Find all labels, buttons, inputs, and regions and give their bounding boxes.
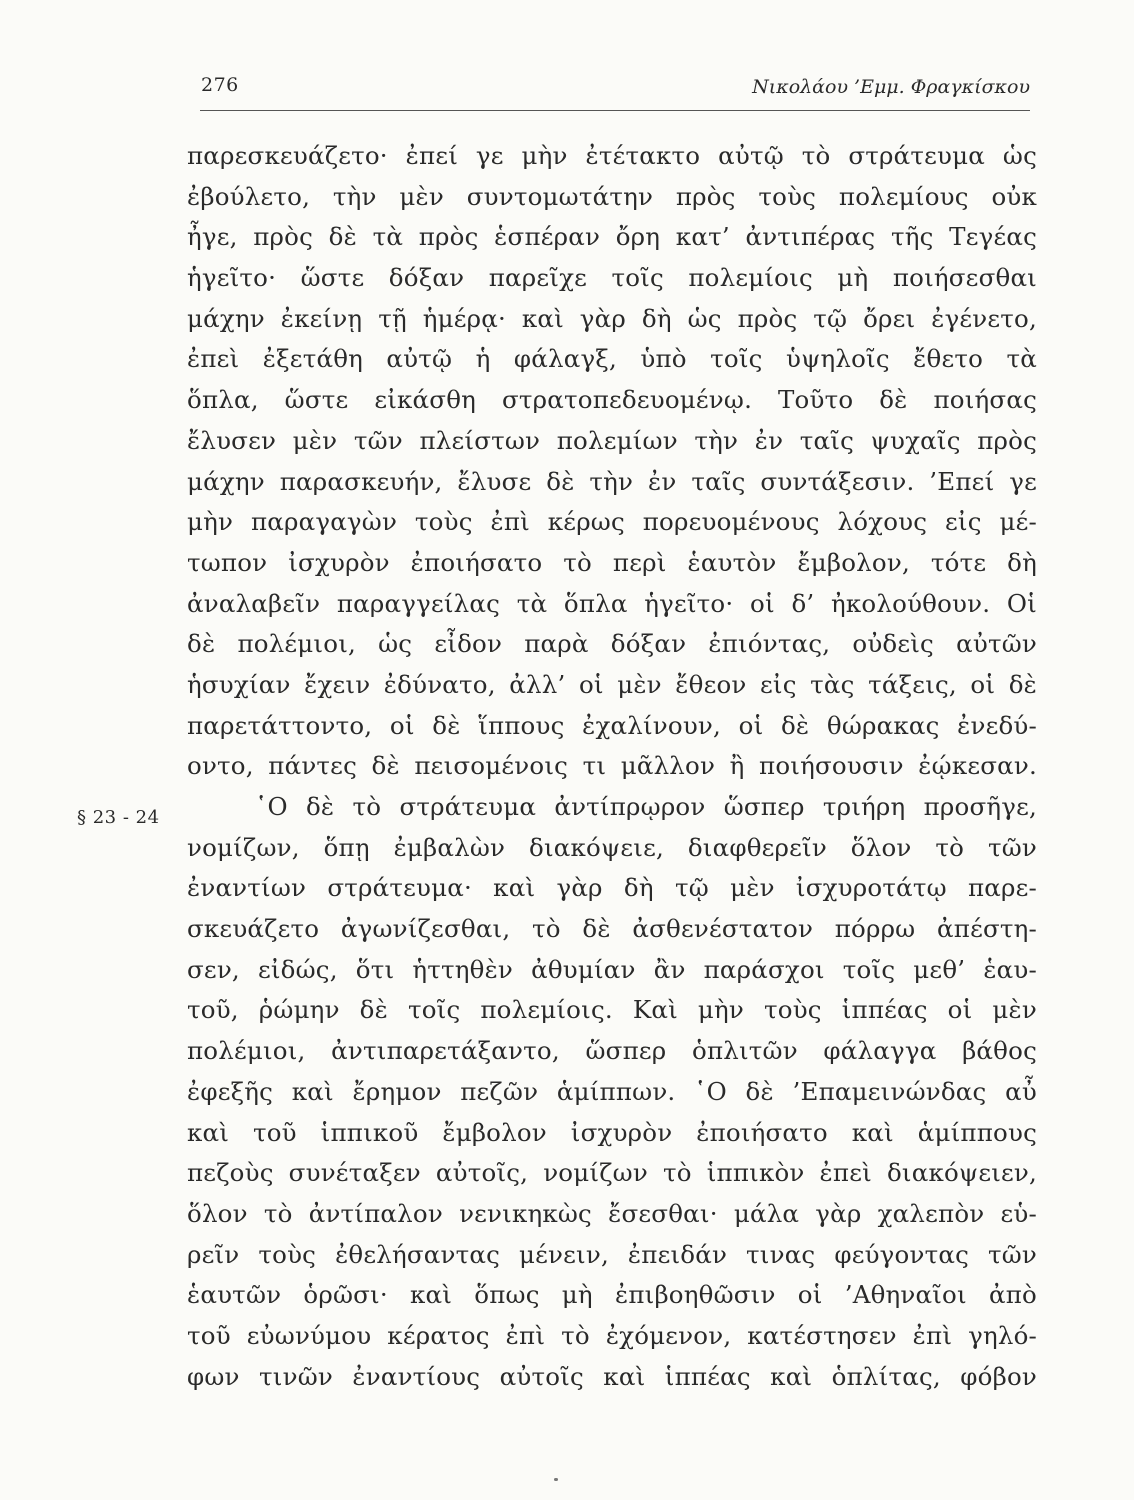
text-line: μάχην ἐκείνῃ τῇ ἡμέρᾳ· καὶ γὰρ δὴ ὡς πρὸς τῷ ὄρει ἐγένετο, bbox=[187, 303, 1037, 333]
text-line: ἀναλαβεῖν παραγγείλας τὰ ὅπλα ἡγεῖτο· οἱ δ’ ἠκολούθουν. Οἱ bbox=[187, 588, 1037, 618]
text-line: ἔλυσεν μὲν τῶν πλείστων πολεμίων τὴν ἐν ταῖς ψυχαῖς πρὸς bbox=[187, 425, 1037, 455]
text-line: μὴν παραγαγὼν τοὺς ἐπὶ κέρως πορευομένους λόχους εἰς μέ- bbox=[187, 507, 1037, 537]
text-line: καὶ τοῦ ἱππικοῦ ἔμβολον ἰσχυρὸν ἐποιήσατο καὶ ἁμίππους bbox=[187, 1117, 1037, 1147]
page-speck bbox=[554, 1478, 558, 1481]
text-line: τοῦ εὐωνύμου κέρατος ἐπὶ τὸ ἐχόμενον, κατέστησεν ἐπὶ γηλό- bbox=[187, 1320, 1037, 1350]
text-line: παρεσκευάζετο· ἐπεί γε μὴν ἐτέτακτο αὐτῷ τὸ στράτευμα ὡς bbox=[187, 141, 1037, 170]
text-line: ἑαυτῶν ὁρῶσι· καὶ ὅπως μὴ ἐπιβοηθῶσιν οἱ ’Αθηναῖοι ἀπὸ bbox=[187, 1280, 1037, 1310]
text-line: ὅλον τὸ ἀντίπαλον νενικηκὼς ἔσεσθαι· μάλα γὰρ χαλεπὸν εὑ- bbox=[187, 1198, 1037, 1228]
text-line: ἐφεξῆς καὶ ἔρημον πεζῶν ἁμίππων. ῾Ο δὲ ’Επαμεινώνδας αὖ bbox=[187, 1076, 1037, 1106]
text-line: τοῦ, ῥώμην δὲ τοῖς πολεμίοις. Καὶ μὴν τοὺς ἱππέας οἱ μὲν bbox=[187, 995, 1037, 1025]
text-line: νομίζων, ὅπῃ ἐμβαλὼν διακόψειε, διαφθερεῖν ὅλον τὸ τῶν bbox=[187, 832, 1037, 862]
text-line: σεν, εἰδώς, ὅτι ἡττηθὲν ἀθυμίαν ἂν παράσχοι τοῖς μεθ’ ἑαυ- bbox=[187, 954, 1037, 984]
text-line: ἐβούλετο, τὴν μὲν συντομωτάτην πρὸς τοὺς πολεμίους οὐκ bbox=[187, 181, 1037, 211]
text-block bbox=[187, 136, 1037, 1397]
text-line: δὲ πολέμιοι, ὡς εἶδον παρὰ δόξαν ἐπιόντας, οὐδεὶς αὐτῶν bbox=[187, 629, 1037, 659]
text-line: ἦγε, πρὸς δὲ τὰ πρὸς ἑσπέραν ὄρη κατ’ ἀντιπέρας τῆς Τεγέας bbox=[187, 222, 1037, 252]
page-number: 276 bbox=[201, 74, 239, 96]
text-line: μάχην παρασκευήν, ἔλυσε δὲ τὴν ἐν ταῖς συντάξεσιν. ’Επεί γε bbox=[187, 466, 1037, 496]
text-line: ὅπλα, ὥστε εἰκάσθη στρατοπεδευομένῳ. Τοῦτο δὲ ποιήσας bbox=[187, 385, 1037, 415]
text-line: ρεῖν τοὺς ἐθελήσαντας μένειν, ἐπειδάν τινας φεύγοντας τῶν bbox=[187, 1239, 1037, 1269]
text-line: παρετάττοντο, οἱ δὲ ἵππους ἐχαλίνουν, οἱ δὲ θώρακας ἐνεδύ- bbox=[187, 710, 1037, 740]
text-line: ἡσυχίαν ἔχειν ἐδύνατο, ἀλλ’ οἱ μὲν ἔθεον εἰς τὰς τάξεις, οἱ δὲ bbox=[187, 669, 1037, 699]
text-line: ἡγεῖτο· ὥστε δόξαν παρεῖχε τοῖς πολεμίοις μὴ ποιήσεσθαι bbox=[187, 263, 1037, 293]
text-line: ἐναντίων στράτευμα· καὶ γὰρ δὴ τῷ μὲν ἰσχυροτάτῳ παρε- bbox=[187, 873, 1037, 903]
text-line: πολέμιοι, ἀντιπαρετάξαντο, ὥσπερ ὁπλιτῶν φάλαγγα βάθος bbox=[187, 1036, 1037, 1066]
text-line: τωπον ἰσχυρὸν ἐποιήσατο τὸ περὶ ἑαυτὸν ἔμβολον, τότε δὴ bbox=[187, 547, 1037, 577]
running-head: Νικολάου ’Εμμ. Φραγκίσκου bbox=[752, 76, 1030, 98]
text-line: σκευάζετο ἀγωνίζεσθαι, τὸ δὲ ἀσθενέστατον πόρρω ἀπέστη- bbox=[187, 914, 1037, 944]
header-rule bbox=[200, 110, 1030, 111]
margin-note: § 23 - 24 bbox=[77, 807, 160, 828]
text-line: πεζοὺς συνέταξεν αὐτοῖς, νομίζων τὸ ἱππικὸν ἐπεὶ διακόψειεν, bbox=[187, 1158, 1037, 1188]
text-line: φων τινῶν ἐναντίους αὐτοῖς καὶ ἱππέας καὶ ὁπλίτας, φόβον bbox=[187, 1361, 1037, 1391]
text-line: οντο, πάντες δὲ πεισομένοις τι μᾶλλον ἢ ποιήσουσιν ἐῴκεσαν. bbox=[187, 751, 1037, 781]
paragraph-start-line: ῾Ο δὲ τὸ στράτευμα ἀντίπρῳρον ὥσπερ τριήρη προσῆγε, bbox=[255, 792, 1037, 821]
text-line: ἐπεὶ ἐξετάθη αὐτῷ ἡ φάλαγξ, ὑπὸ τοῖς ὑψηλοῖς ἔθετο τὰ bbox=[187, 344, 1037, 374]
